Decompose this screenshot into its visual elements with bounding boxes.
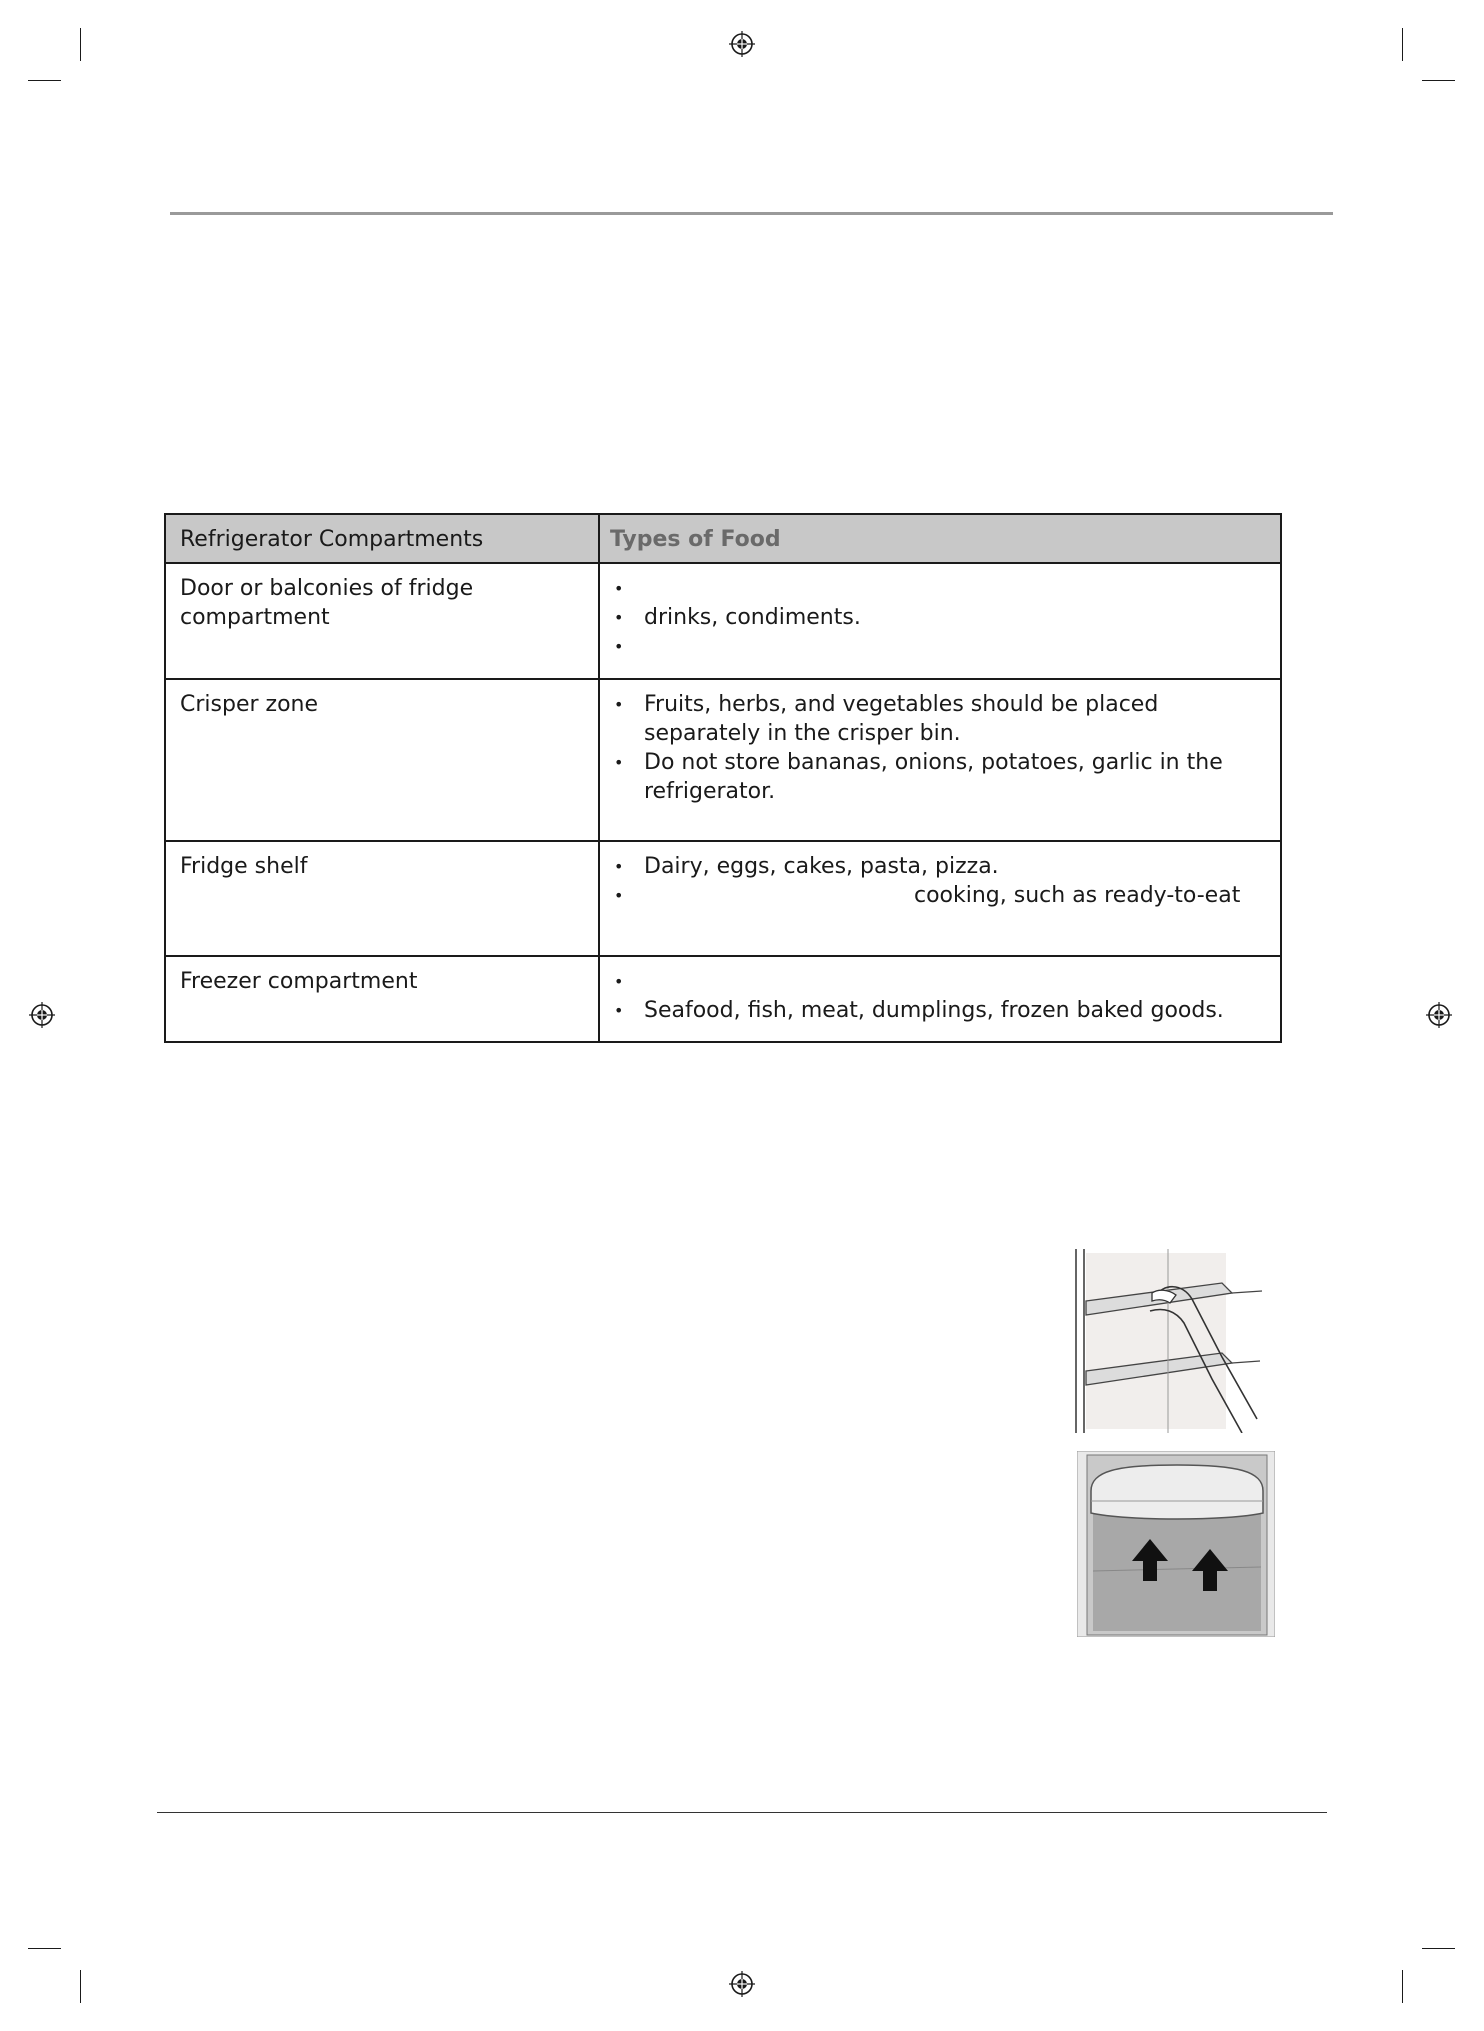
list-item xyxy=(614,574,1266,603)
footer-rule xyxy=(157,1812,1327,1813)
food-types-cell xyxy=(599,956,1281,1042)
list-item xyxy=(614,881,1266,910)
list-item xyxy=(614,967,1266,996)
list-item xyxy=(614,632,1266,661)
shelf-removal-illustration xyxy=(1072,1249,1272,1433)
list-item-continuation: drinks, condiments. xyxy=(644,605,861,630)
crop-mark xyxy=(80,1970,81,2003)
crop-mark xyxy=(1402,1970,1403,2003)
list-item: • Dairy, eggs, cakes, pasta, pizza. xyxy=(614,852,1266,881)
list-item: • Do not store bananas, onions, potatoes, garlic in the refrigerator. xyxy=(614,748,1266,806)
compartment-cell: Fridge shelf xyxy=(165,841,599,956)
registration-mark-icon xyxy=(1426,1002,1452,1028)
food-types-cell xyxy=(599,841,1281,956)
table-row xyxy=(165,679,1281,841)
crop-mark xyxy=(1422,1948,1455,1949)
table-row xyxy=(165,563,1281,679)
list-item-text: • cooking, such as ready-to-eat xyxy=(914,883,1241,908)
list-item: • Seafood, fish, meat, dumplings, frozen baked goods. xyxy=(614,996,1266,1025)
crop-mark xyxy=(28,80,61,81)
table-row xyxy=(165,956,1281,1042)
compartment-cell: Freezer compartment xyxy=(165,956,599,1042)
compartment-cell: Door or balconies of fridge compartment xyxy=(165,563,599,679)
compartment-cell: Crisper zone xyxy=(165,679,599,841)
crop-mark xyxy=(28,1948,61,1949)
table-row xyxy=(165,841,1281,956)
header-types-of-food: Types of Food xyxy=(599,514,1281,563)
header-rule xyxy=(170,212,1333,215)
header-compartments: Refrigerator Compartments xyxy=(165,514,599,563)
crisper-cover-illustration xyxy=(1077,1451,1275,1637)
crop-mark xyxy=(1422,80,1455,81)
list-item: • Fruits, herbs, and vegetables should be placed separately in the crisper bin. xyxy=(614,690,1266,748)
food-storage-table xyxy=(164,513,1282,1043)
crop-mark xyxy=(80,28,81,61)
registration-mark-icon xyxy=(29,1002,55,1028)
food-types-cell xyxy=(599,679,1281,841)
table-header-row xyxy=(165,514,1281,563)
registration-mark-icon xyxy=(729,1971,755,1997)
crop-mark xyxy=(1402,28,1403,61)
food-types-cell xyxy=(599,563,1281,679)
list-item xyxy=(614,603,1266,632)
registration-mark-icon xyxy=(729,31,755,57)
